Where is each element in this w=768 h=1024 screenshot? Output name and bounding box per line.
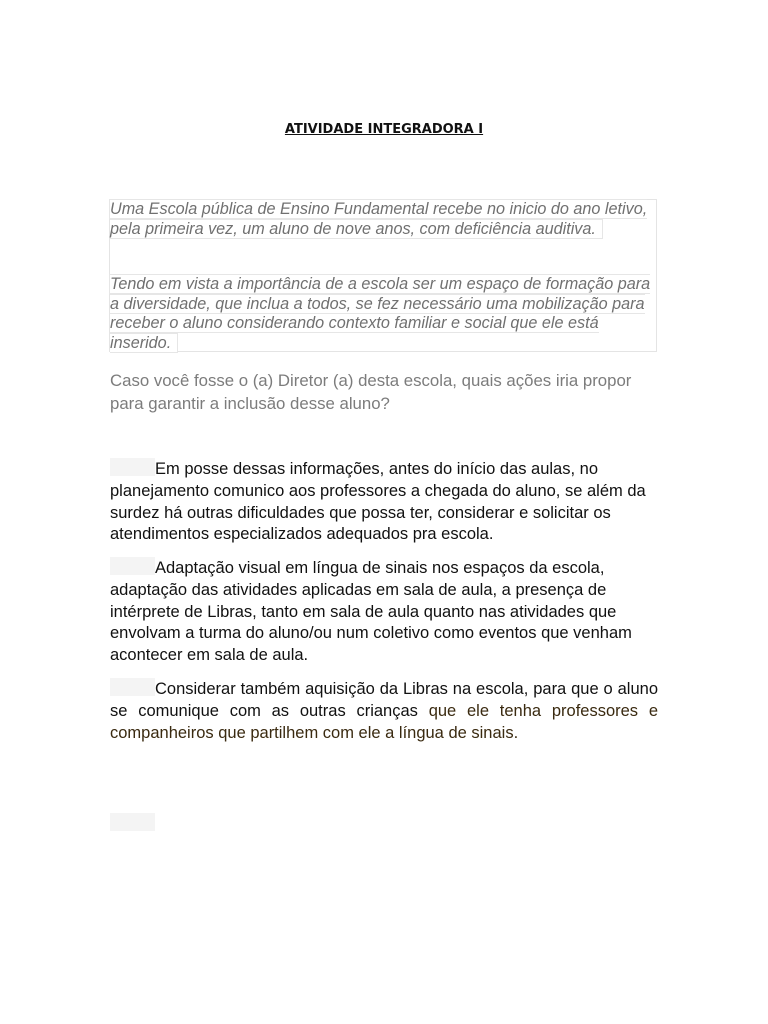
prompt-paragraph (110, 275, 658, 353)
answer-text: Considerar também aquisição da Libras na escola, para que o aluno se comunique com as outras crianças (110, 680, 658, 720)
indent-marker (110, 678, 155, 696)
prompt-paragraph (110, 200, 658, 239)
document-title: ATIVIDADE INTEGRADORA I (284, 122, 484, 137)
empty-paragraph-marker (110, 813, 155, 831)
answer-paragraph (110, 557, 658, 667)
answer-paragraph (110, 458, 658, 546)
indent-marker (110, 458, 155, 476)
question-text: Caso você fosse o (a) Diretor (a) desta escola, quais ações iria propor para garantir a inclusão desse aluno? (110, 371, 632, 413)
indent-marker (110, 557, 155, 575)
answer-text: Em posse dessas informações, antes do início das aulas, no planejamento comunico aos professores a chegada do aluno, se além da surdez há outras dificuldades que possa ter, considerar e solicitar os atendimentos especializados adequados pra escola. (110, 460, 646, 544)
answer-paragraph (110, 678, 658, 744)
answer-text: Adaptação visual em língua de sinais nos espaços da escola, adaptação das atividades aplicadas em sala de aula, a presença de intérprete de Libras, tanto em sala de aula quanto nas atividades que envolvam a turma do aluno/ou num coletivo como eventos que venham acontecer em sala de aula. (110, 559, 632, 665)
prompt-text: Uma Escola pública de Ensino Fundamental recebe no inicio do ano letivo, pela primeira vez, um aluno de nove anos, com deficiência auditiva. (110, 200, 648, 238)
answer-text-tinted: que ele tenha professores e companheiros que partilhem com ele a língua de sinais. (110, 701, 658, 742)
prompt-text: Tendo em vista a importância de a escola ser um espaço de formação para a diversidade, que inclua a todos, se fez necessário uma mobilização para receber o aluno considerando contexto familiar e social que ele está inserido. (110, 275, 651, 352)
